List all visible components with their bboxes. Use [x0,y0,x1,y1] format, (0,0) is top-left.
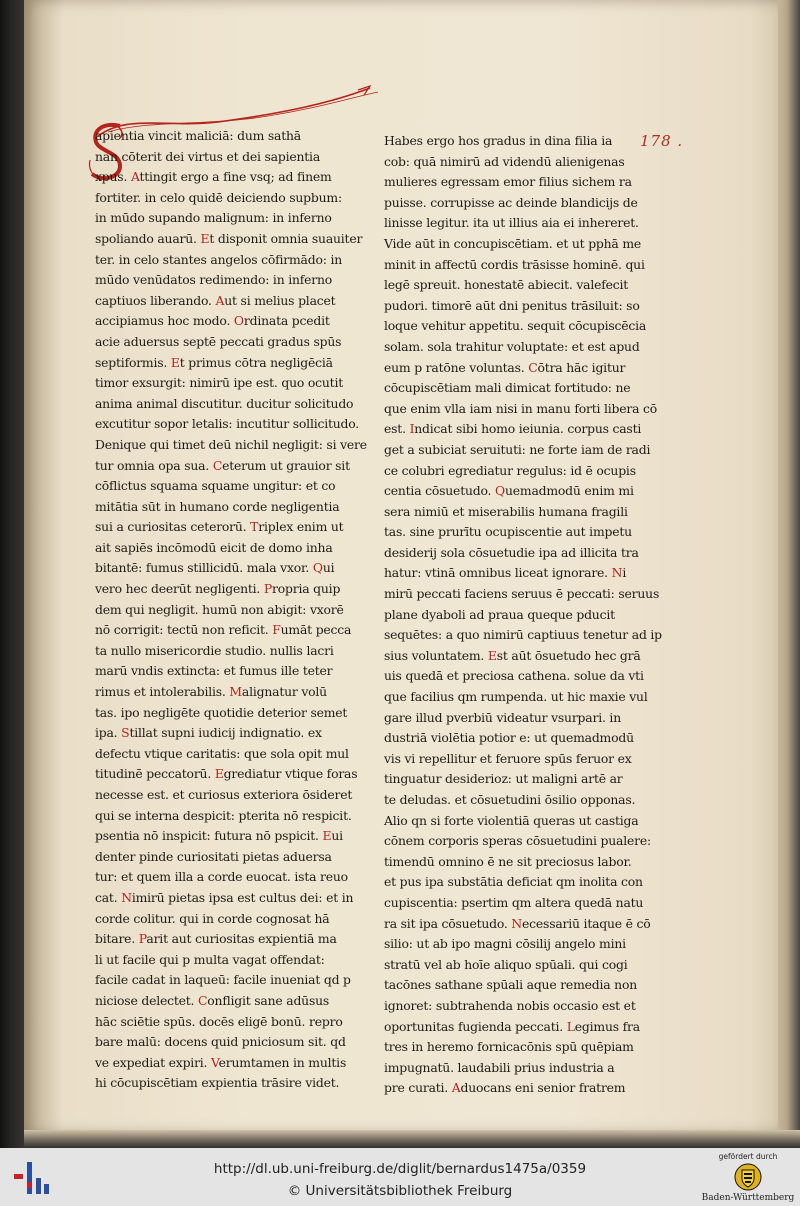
sponsor-label: gefördert durch [718,1152,778,1161]
text-line: bitare. Parit aut curiositas expientiā ma [95,931,337,947]
text-line: psentia nō inspicit: futura nō pspicit. Eui [95,828,343,844]
text-line: ipa. Stillat supni iudicij indignatio. ex [95,725,322,741]
text-line: excutitur sopor letalis: incutitur sollicitudo. [95,416,360,432]
text-line: Alio qn si forte violentiā queras ut castiga [384,812,639,828]
text-line: marū vndis extincta: et fumus ille teter [95,663,333,679]
text-line: tas. ipo negligēte quotidie deterior semet [95,704,348,720]
text-line: gare illud pverbiū videatur vsurpari. in [384,709,621,725]
text-line: tur: et quem illa a corde euocat. ista reuo [95,869,348,885]
text-line: spoliando auarū. Et disponit omnia suauiter [95,230,363,246]
text-line: ra sit ipa cōsuetudo. Necessariū itaque ē cō [384,915,651,931]
text-line: qui se interna despicit: pterita nō respicit. [95,807,352,823]
text-line: necesse est. et curiosus exteriora ōsideret [95,787,353,802]
text-line: Denique qui timet deū nichil negligit: si vere [95,436,367,452]
text-line: pudori. timorē aūt dni penitus trāsiluit: so [384,297,640,313]
text-line: hatur: vtinā omnibus liceat ignorare. Ni [384,565,627,581]
text-line: solam. sola trahitur voluptate: et est apud [384,338,640,354]
text-line: cōnem corporis speras cōsuetudini pualere: [384,833,651,849]
text-line: xpus. Attingit ergo a fine vsq; ad finem [95,169,332,185]
text-line: nō corrigit: tectū non reficit. Fumāt pecca [95,622,352,638]
text-line: oportunitas fugienda peccati. Legimus fra [384,1018,640,1034]
text-line: sui a curiositas ceterorū. Triplex enim ut [95,519,344,535]
text-line: rimus et intolerabilis. Malignatur volū [95,684,327,700]
text-line: mirū peccati faciens seruus ē peccati: seruus [384,586,660,602]
text-line: plane dyaboli ad praua queque pducit [384,606,615,622]
text-line: hi cōcupiscētiam expientia trāsire videt. [95,1075,340,1091]
text-line: stratū vel ab hoīe aliquo spūali. qui cogi [384,956,628,972]
text-line: cōflictus squama squame ungitur: et co [95,478,336,494]
text-line: defectu vtique caritatis: que sola opit mul [95,745,349,761]
text-line: loque vehitur appetitu. sequit cōcupiscēcia [384,318,647,334]
text-line: que enim vlla iam nisi in manu forti libera cō [384,400,658,416]
text-line: ve expediat expiri. Verumtamen in multis [95,1054,347,1070]
page-edge [778,0,800,1148]
text-line: fortiter. in celo quidē deiciendo supbum: [95,189,342,205]
text-line: vis vi repellitur et feruore spūs feruor ex [384,750,632,766]
text-line: te deludas. et cōsuetudini ōsilio opponas. [384,792,636,807]
text-line: cōcupiscētiam mali dimicat fortitudo: ne [384,380,631,396]
left-text-column [95,126,367,1094]
text-line: minit in affectū cordis trāsisse hominē. qui [384,256,645,272]
text-line: Habes ergo hos gradus in dina filia ia [384,133,613,148]
text-line: et pus ipa substātia deficiat qm inolita con [384,874,643,890]
folio-number: 178 . [640,132,684,150]
sponsor-name: Baden-Württemberg [701,1193,795,1203]
text-line: bare malū: docens quid pniciosum sit. qd [95,1034,346,1050]
text-line: niciose delectet. Confligit sane adūsus [95,992,330,1008]
text-line: hāc sciētie spūs. docēs eligē bonū. repro [95,1013,343,1029]
text-line: sequētes: a quo nimirū captiuus tenetur ad ip [384,627,662,643]
copyright-text: © Universitätsbibliothek Freiburg [287,1183,513,1199]
text-line: sius voluntatem. Est aūt ōsuetudo hec grā [384,647,641,663]
text-line: captiuos liberando. Aut si melius placet [95,292,336,308]
text-line: ce colubri egrediatur regulus: id ē ocupis [384,462,636,478]
gutter-shadow [24,0,64,1134]
text-line: vero hec deerūt negligenti. Propria quip [95,581,341,597]
text-line: mulieres egressam emor filius sichem ra [384,174,632,190]
text-line: septiformis. Et primus cōtra negligēciā [95,354,333,370]
text-line: ta nullo misericordie studio. nullis lacri [95,642,334,658]
text-line: centia cōsuetudo. Quemadmodū enim mi [384,483,634,499]
text-line: pre curati. Aduocans eni senior fratrem [384,1080,626,1096]
text-line: tres in heremo fornicacōnis spū quēpiam [384,1039,634,1055]
text-line: tur omnia opa sua. Ceterum ut grauior sit [95,457,350,473]
text-line: mitātia sūt in humano corde negligentia [95,498,340,514]
text-line: que facilius qm rumpenda. ut hic maxie vul [384,689,648,705]
text-line: ait sapiēs incōmodū eicit de domo inha [95,539,333,555]
text-line: in mūdo supando malignum: in inferno [95,210,332,226]
text-line: dustriā violētia potior e: ut quemadmodū [384,730,634,746]
text-line: timor exsurgit: nimirū ipe est. quo ocutit [95,375,344,391]
text-line: cupiscentia: psertim qm altera quedā natu [384,894,644,910]
text-line: puisse. corrupisse ac deinde blandicijs de [384,194,638,210]
text-line: sera nimiū et miserabilis humana fragili [384,503,628,519]
text-line: acie aduersus septē peccati gradus spūs [95,333,342,349]
text-line: tacōnes sathane spūali aque remedia non [384,977,637,993]
text-line: bitantē: fumus stillicidū. mala vxor. Qui [95,560,335,576]
state-coat-of-arms-icon [733,1162,763,1192]
text-line: linisse legitur. ita ut illius aia ei inhereret. [384,215,639,231]
text-line: impugnatū. laudabili prius industria a [384,1059,615,1075]
text-line: mūdo venūdatos redimendo: in inferno [95,272,333,288]
text-line: uis quedā et preciosa cathena. solue da vti [384,668,644,684]
text-line: desiderij sola cōsuetudie ipa ad illicita tra [384,544,639,560]
text-line: titudinē peccatorū. Egrediatur vtique foras [95,766,358,782]
text-line: cat. Nimirū pietas ipsa est cultus dei: et in [95,889,354,905]
text-line: corde colitur. qui in corde cognosat hā [95,910,330,926]
text-line: tas. sine prurītu ocupiscentie aut impetu [384,524,632,540]
text-line: nan cōterit dei virtus et dei sapientia [95,148,321,164]
text-line: ignoret: subtrahenda nobis occasio est et [384,997,636,1013]
text-line: li ut facile qui p multa vagat offendat: [95,951,325,967]
text-line: accipiamus hoc modo. Ordinata pcedit [95,313,330,329]
document-url[interactable]: http://dl.ub.uni-freiburg.de/diglit/bernardus1475a/0359 [213,1161,587,1177]
text-line: apientia vincit maliciā: dum sathā [95,128,301,143]
page-bottom-edge [24,1130,800,1148]
text-line: timendū omnino ē ne sit preciosus labor. [384,853,632,869]
text-line: legē spreuit. honestatē abiecit. valefecit [384,277,629,293]
text-line: est. Indicat sibi homo ieiunia. corpus casti [384,421,642,437]
text-line: dem qui negligit. humū non abigit: vxorē [95,601,344,617]
text-line: denter pinde curiositati pietas aduersa [95,848,332,864]
text-line: anima animal discutitur. ducitur solicitudo [95,395,354,411]
text-line: eum p ratōne voluntas. Cōtra hāc igitur [384,359,626,375]
text-line: Vide aūt in concupiscētiam. et ut pphā me [384,235,642,251]
sponsor-badge [700,1150,796,1206]
text-line: facile cadat in laqueū: facile inueniat qd p [95,972,351,988]
text-line: silio: ut ab ipo magni cōsilij angelo mini [384,936,626,952]
viewer-footer [0,1148,800,1206]
text-line: ter. in celo stantes angelos cōfirmādo: in [95,251,342,267]
text-line: get a subiciat seruituti: ne forte iam de radi [384,441,651,457]
text-line: tinguatur desiderioz: ut maligni artē ar [384,771,623,787]
text-line: cob: quā nimirū ad videndū alienigenas [384,153,625,169]
